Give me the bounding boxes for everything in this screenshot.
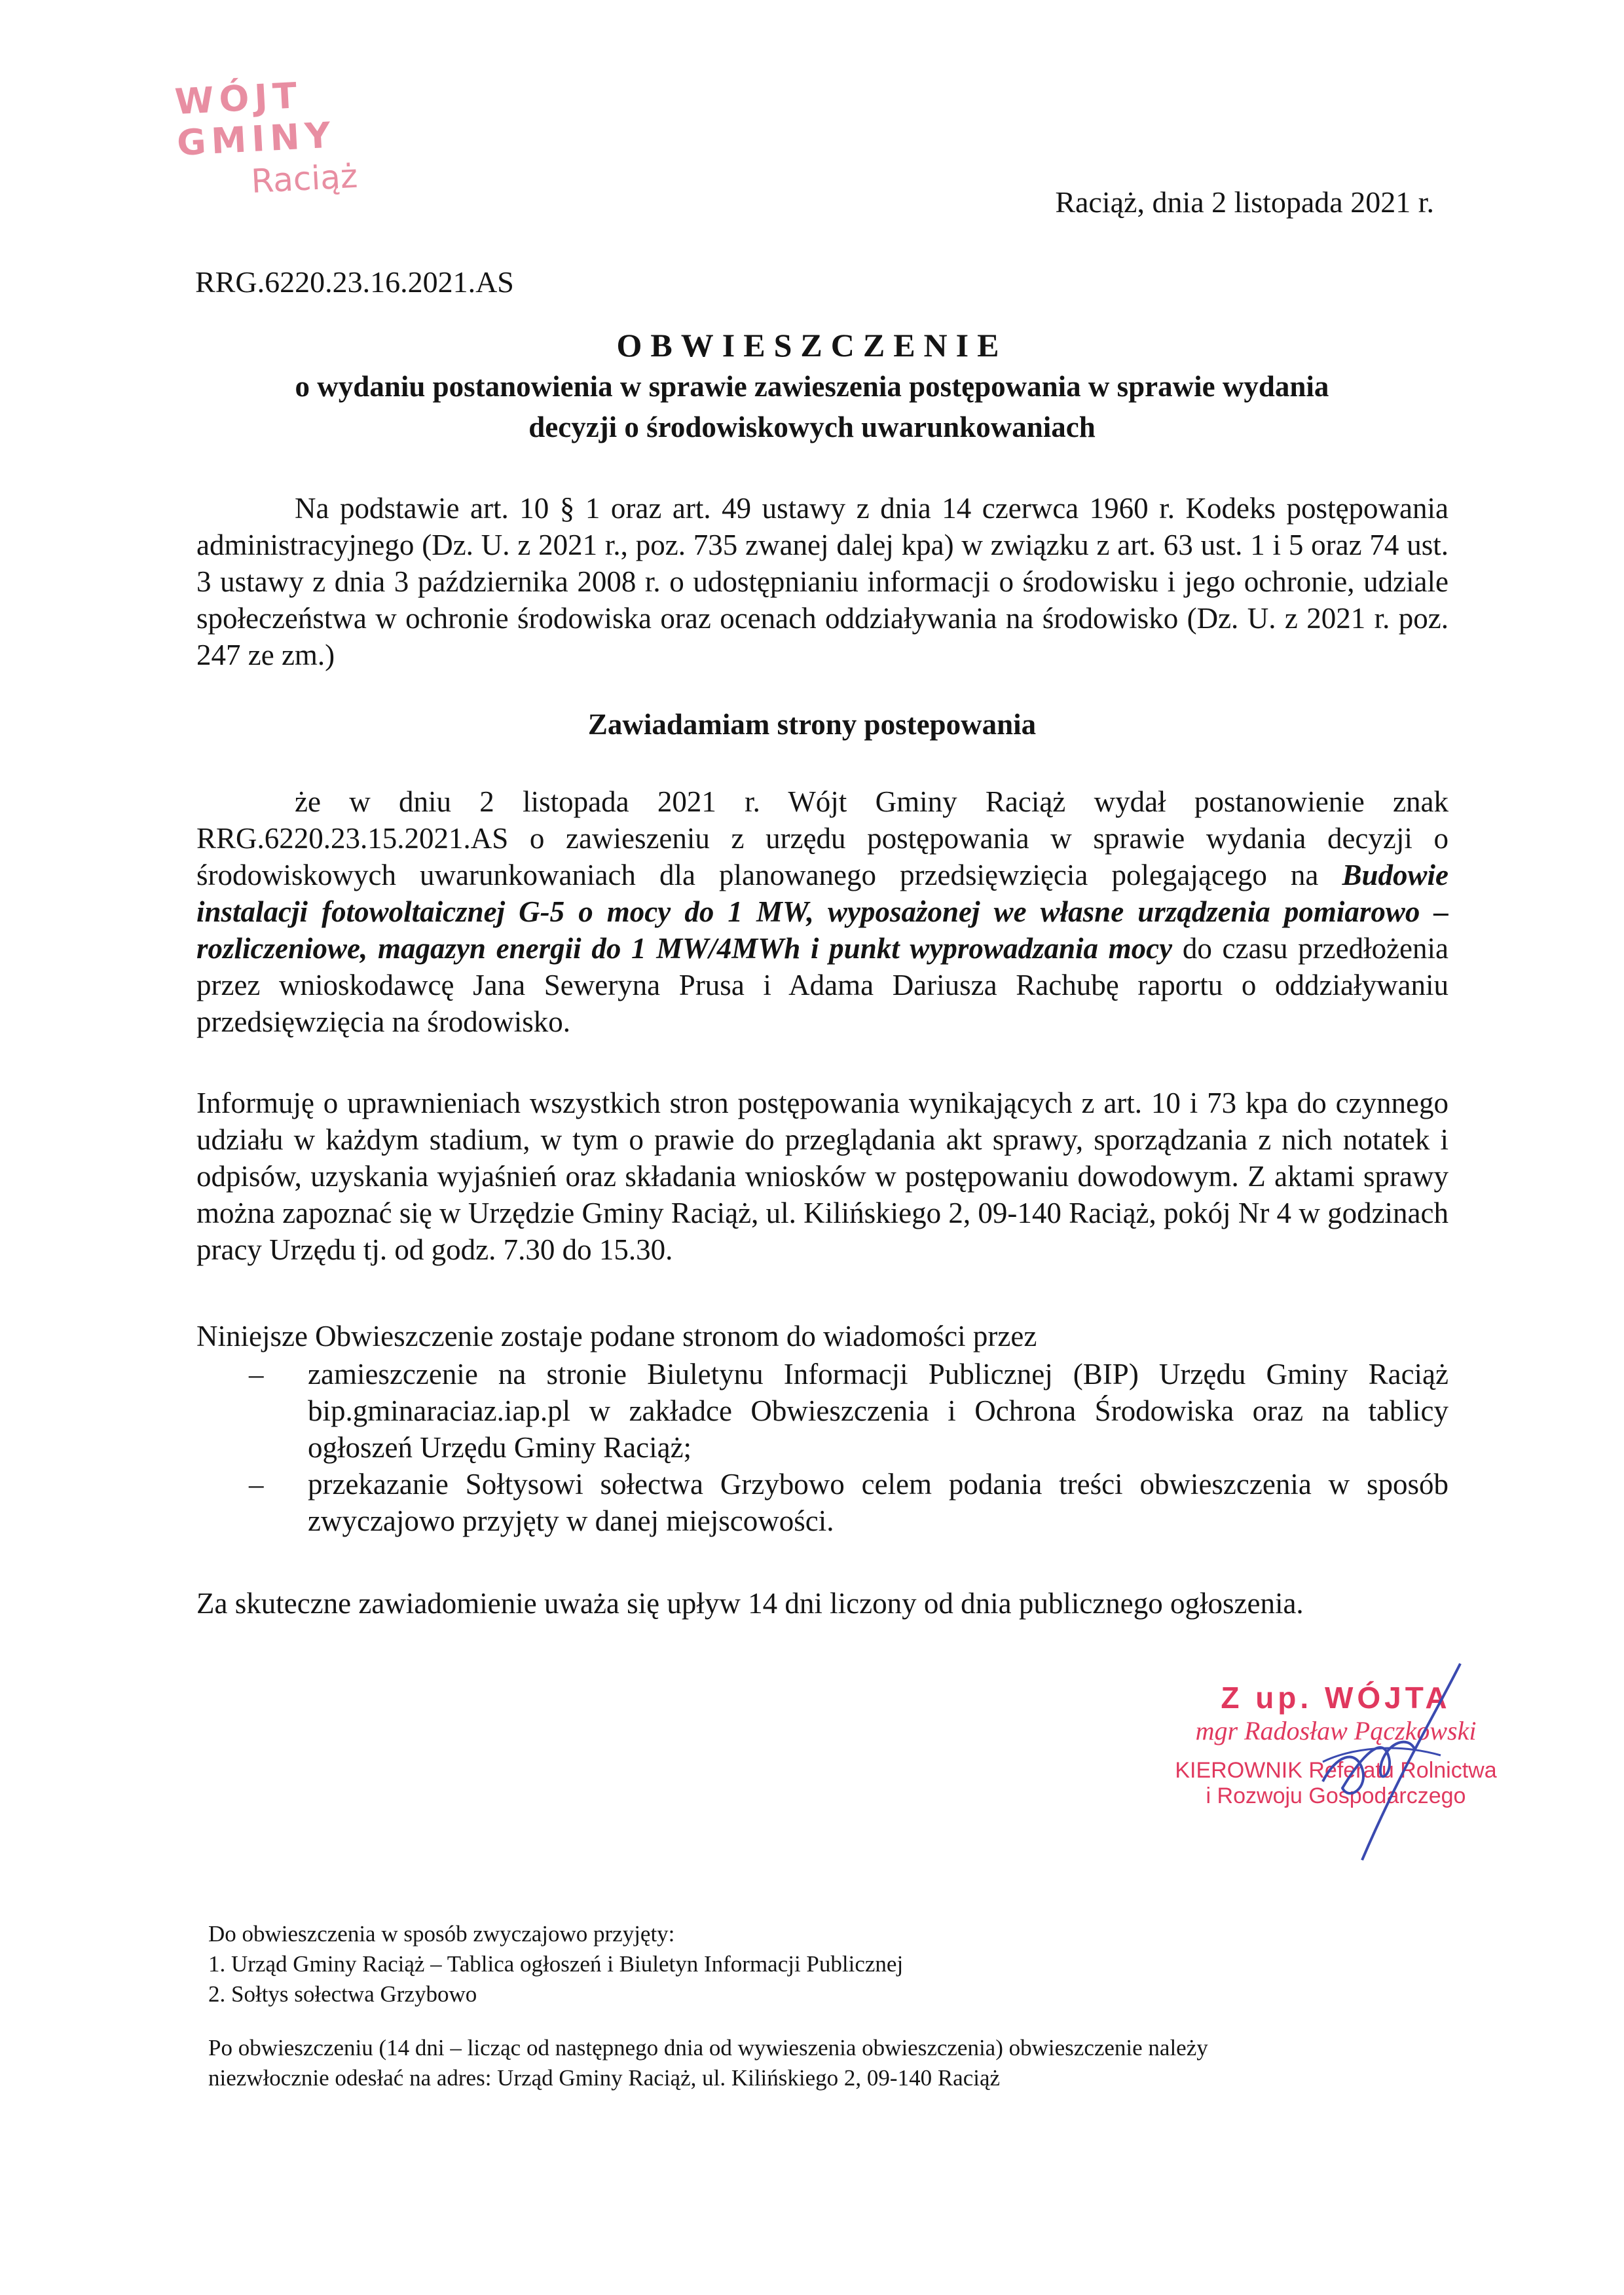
list-item-text: zamieszczenie na stronie Biuletynu Informacji Publicznej (BIP) Urzędu Gminy Raciąż bip.gminaraciaz.iap.pl w zakładce Obwieszczenia i Ochrona Środowiska oraz na tablicy ogłoszeń Urzędu Gminy Raciąż;: [308, 1358, 1449, 1464]
distribution-item-1: 1. Urząd Gminy Raciąż – Tablica ogłoszeń i Biuletyn Informacji Publicznej: [208, 1951, 904, 1977]
signature-position-1: KIEROWNIK Referatu Rolnictwa: [1175, 1758, 1497, 1783]
list-item-text: przekazanie Sołtysowi sołectwa Grzybowo celem podania treści obwieszczenia w sposób zwyczajowo przyjęty w danej miejscowości.: [308, 1468, 1449, 1537]
list-item: [249, 1356, 1449, 1466]
document-title: OBWIESZCZENIE: [616, 327, 1008, 364]
publication-list: [249, 1356, 1449, 1539]
list-dash: –: [249, 1468, 264, 1501]
distribution-title: Do obwieszczenia w sposób zwyczajowo przyjęty:: [208, 1921, 675, 1947]
distribution-item-2: 2. Sołtys sołectwa Grzybowo: [208, 1981, 477, 2007]
document-date: Raciąż, dnia 2 listopada 2021 r.: [1055, 185, 1434, 219]
office-stamp: [174, 65, 481, 204]
stamp-line-2: Raciąż: [250, 157, 359, 201]
distribution-notes: [208, 1919, 1452, 2093]
decision-text-1: że w dniu 2 listopada 2021 r. Wójt Gminy Raciąż wydał postanowienie znak RRG.6220.23.15.2021.AS o zawieszeniu z urzędu postępowania w sprawie wydania decyzji o środowiskowych uwarunkowaniach dla planowanego przedsięwzięcia polegającego na: [196, 785, 1449, 891]
return-note-1: Po obwieszczeniu (14 dni – licząc od następnego dnia od wywieszenia obwieszczenia) obwieszczenie należy: [208, 2035, 1208, 2061]
signature-name: mgr Radosław Pączkowski: [1195, 1716, 1477, 1745]
publication-intro: Niniejsze Obwieszczenie zostaje podane stronom do wiadomości przez: [196, 1320, 1037, 1353]
stamp-line-1: WÓJT GMINY: [174, 74, 337, 164]
list-item: [249, 1466, 1449, 1539]
document-subtitle-2: decyzji o środowiskowych uwarunkowaniach: [528, 411, 1096, 443]
signature-position-2: i Rozwoju Gospodarczego: [1206, 1783, 1466, 1808]
effective-notice: Za skuteczne zawiadomienie uważa się upływ 14 dni liczony od dnia publicznego ogłoszenia.: [196, 1587, 1304, 1620]
decision-text-2: do czasu przedłożenia przez wnioskodawcę Jana Seweryna Prusa i Adama Dariusza Rachubę raportu o oddziaływaniu przedsięwzięcia na środowisko.: [196, 932, 1449, 1038]
handwritten-signature: [1283, 1657, 1480, 1867]
project-name: Budowie instalacji fotowoltaicznej G-5 o mocy do 1 MW, wyposażonej we własne urządzenia pomiarowo – rozliczeniowe, magazyn energii do 1 MW/4MWh i punkt wyprowadzania mocy: [196, 859, 1449, 965]
notice-heading: Zawiadamiam strony postepowania: [587, 708, 1037, 741]
document-heading: [196, 326, 1428, 445]
return-note-2: niezwłocznie odesłać na adres: Urząd Gminy Raciąż, ul. Kilińskiego 2, 09-140 Raciąż: [208, 2065, 1001, 2091]
legal-basis-paragraph: Na podstawie art. 10 § 1 oraz art. 49 ustawy z dnia 14 czerwca 1960 r. Kodeks postępowania administracyjnego (Dz. U. z 2021 r., poz. 735 zwanej dalej kpa) w związku z art. 63 ust. 1 i 5 oraz 74 ust. 3 ustawy z dnia 3 października 2008 r. o udostępnianiu informacji o środowisku i jego ochronie, udziale społeczeństwa w ochronie środowiska oraz ocenach oddziaływania na środowisko (Dz. U. z 2021 r. poz. 247 ze zm.): [196, 492, 1449, 671]
rights-paragraph: Informuję o uprawnieniach wszystkich stron postępowania wynikających z art. 10 i 73 kpa do czynnego udziału w każdym stadium, w tym o prawie do przeglądania akt sprawy, sporządzania z nich notatek i odpisów, uzyskania wyjaśnień oraz składania wniosków w postępowaniu dowodowym. Z aktami sprawy można zapoznać się w Urzędzie Gminy Raciąż, ul. Kilińskiego 2, 09-140 Raciąż, pokój Nr 4 w godzinach pracy Urzędu tj. od godz. 7.30 do 15.30.: [196, 1087, 1449, 1266]
signature-line-1: Z up. WÓJTA: [1221, 1681, 1451, 1715]
reference-number: RRG.6220.23.16.2021.AS: [195, 265, 514, 299]
list-dash: –: [249, 1358, 264, 1390]
decision-paragraph: [196, 783, 1449, 1040]
document-subtitle-1: o wydaniu postanowienia w sprawie zawieszenia postępowania w sprawie wydania: [295, 370, 1329, 403]
